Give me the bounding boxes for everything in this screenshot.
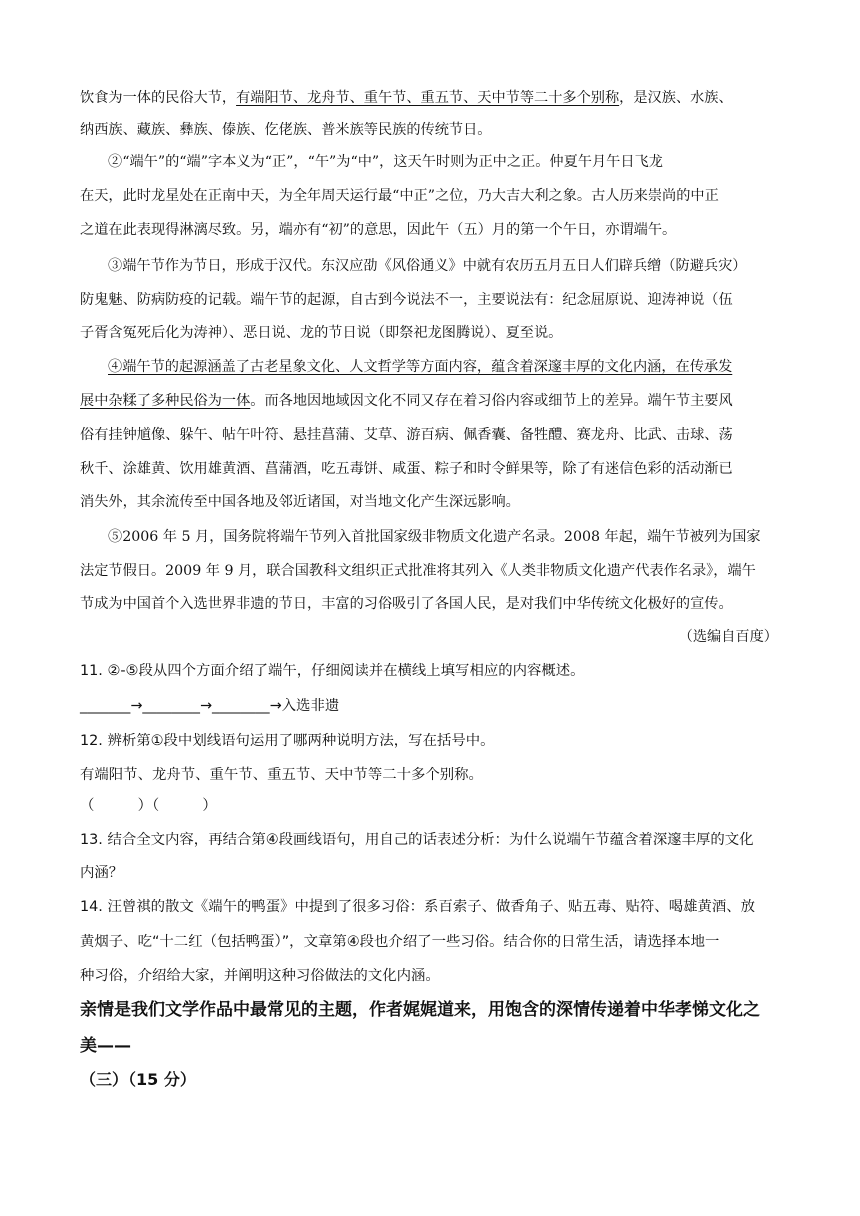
paragraph-1-text: ，是汉族、水族、 <box>619 90 733 106</box>
paragraph-3-line-1: ③端午节作为节日，形成于汉代。东汉应劭《风俗通义》中就有农历五月五日人们辟兵缯（防避兵灾） <box>108 258 747 274</box>
question-14-line-3: 种习俗，介绍给大家，并阐明这种习俗做法的文化内涵。 <box>80 968 440 984</box>
question-13-line-1: 13. 结合全文内容，再结合第④段画线语句，用自己的话表述分析：为什么说端午节蕴含着深邃丰厚的文化 <box>80 832 754 848</box>
underlined-sentence-1: 有端阳节、龙舟节、重午节、重五节、天中节等二十多个别称 <box>236 90 620 106</box>
paragraph-4-line-5: 消失外，其余流传至中国各地及邻近诸国，对当地文化产生深远影响。 <box>80 494 520 510</box>
section-intro-line-2: 美—— <box>80 1036 131 1056</box>
paragraph-1-line-2: 纳西族、藏族、彝族、傣族、仡佬族、普米族等民族的传统节日。 <box>80 122 492 138</box>
question-11-answer-blanks: _______→________→________→入选非遗 <box>80 698 340 714</box>
question-14-line-1: 14. 汪曾祺的散文《端午的鸭蛋》中提到了很多习俗：系百索子、做香角子、贴五毒、贴符、喝雄黄酒、放 <box>80 899 756 915</box>
paragraph-4-line-4: 秋千、涂雄黄、饮用雄黄酒、菖蒲酒，吃五毒饼、咸蛋、粽子和时令鲜果等，除了有迷信色彩的活动渐已 <box>80 461 733 477</box>
paragraph-4-line-2 <box>80 391 733 411</box>
section-intro-line-1: 亲情是我们文学作品中最常见的主题，作者娓娓道来，用饱含的深情传递着中华孝悌文化之 <box>80 1000 760 1020</box>
paragraph-3-line-2: 防鬼魅、防病防疫的记载。端午节的起源，自古到今说法不一，主要说法有：纪念屈原说、迎涛神说（伍 <box>80 292 733 308</box>
question-13-line-2: 内涵？ <box>80 865 124 881</box>
paragraph-5-line-1: ⑤2006 年 5 月，国务院将端午节列入首批国家级非物质文化遗产名录。2008 年起，端午节被列为国家 <box>108 529 761 545</box>
section-heading: （三）（15 分） <box>80 1070 196 1089</box>
source-note: （选编自百度） <box>678 629 778 645</box>
paragraph-1-line-1 <box>80 88 733 108</box>
paragraph-4-line-3: 俗有挂钟馗像、躲午、帖午叶符、悬挂菖蒲、艾草、游百病、佩香囊、备牲醴、赛龙舟、比武、击球、荡 <box>80 427 733 443</box>
paragraph-3-line-3: 子胥含冤死后化为涛神）、恶日说、龙的节日说（即祭祀龙图腾说）、夏至说。 <box>80 325 563 341</box>
paragraph-5-line-3: 节成为中国首个入选世界非遗的节日，丰富的习俗吸引了各国人民，是对我们中华传统文化极好的宣传。 <box>80 596 733 612</box>
paragraph-5-line-2: 法定节假日。2009 年 9 月，联合国教科文组织正式批准将其列入《人类非物质文化遗产代表作名录》，端午 <box>80 563 756 579</box>
paragraph-2-line-1: ②“端午”的“端”字本义为“正”，“午”为“中”，这天午时则为正中之正。仲夏午月午日飞龙 <box>108 154 663 170</box>
paragraph-4-text: 。而各地因地域因文化不同又存在着习俗内容或细节上的差异。端午节主要风 <box>250 393 733 409</box>
paragraph-2-line-2: 在天，此时龙星处在正南中天，为全年周天运行最“中正”之位，乃大吉大利之象。古人历来崇尚的中正 <box>80 188 719 204</box>
paragraph-1-text: 饮食为一体的民俗大节， <box>80 90 237 106</box>
question-12-answer-brackets: （ ）（ ） <box>80 798 217 814</box>
question-12-sentence: 有端阳节、龙舟节、重午节、重五节、天中节等二十多个别称。 <box>80 767 483 783</box>
paragraph-4-underlined-line: ④端午节的起源涵盖了古老星象文化、人文哲学等方面内容，蕴含着深邃丰厚的文化内涵，在传承发 <box>108 359 733 375</box>
question-12: 12. 辨析第①段中划线语句运用了哪两种说明方法，写在括号中。 <box>80 733 495 749</box>
question-11: 11. ②-⑤段从四个方面介绍了端午，仔细阅读并在横线上填写相应的内容概述。 <box>80 663 585 679</box>
question-14-line-2: 黄烟子、吃“十二红（包括鸭蛋）”，文章第④段也介绍了一些习俗。结合你的日常生活，请选择本地一 <box>80 934 720 950</box>
paragraph-2-line-3: 之道在此表现得淋漓尽致。另，端亦有“初”的意思，因此午（五）月的第一个午日，亦谓端午。 <box>80 222 677 238</box>
underlined-sentence-4: 展中杂糅了多种民俗为一体 <box>80 393 251 409</box>
